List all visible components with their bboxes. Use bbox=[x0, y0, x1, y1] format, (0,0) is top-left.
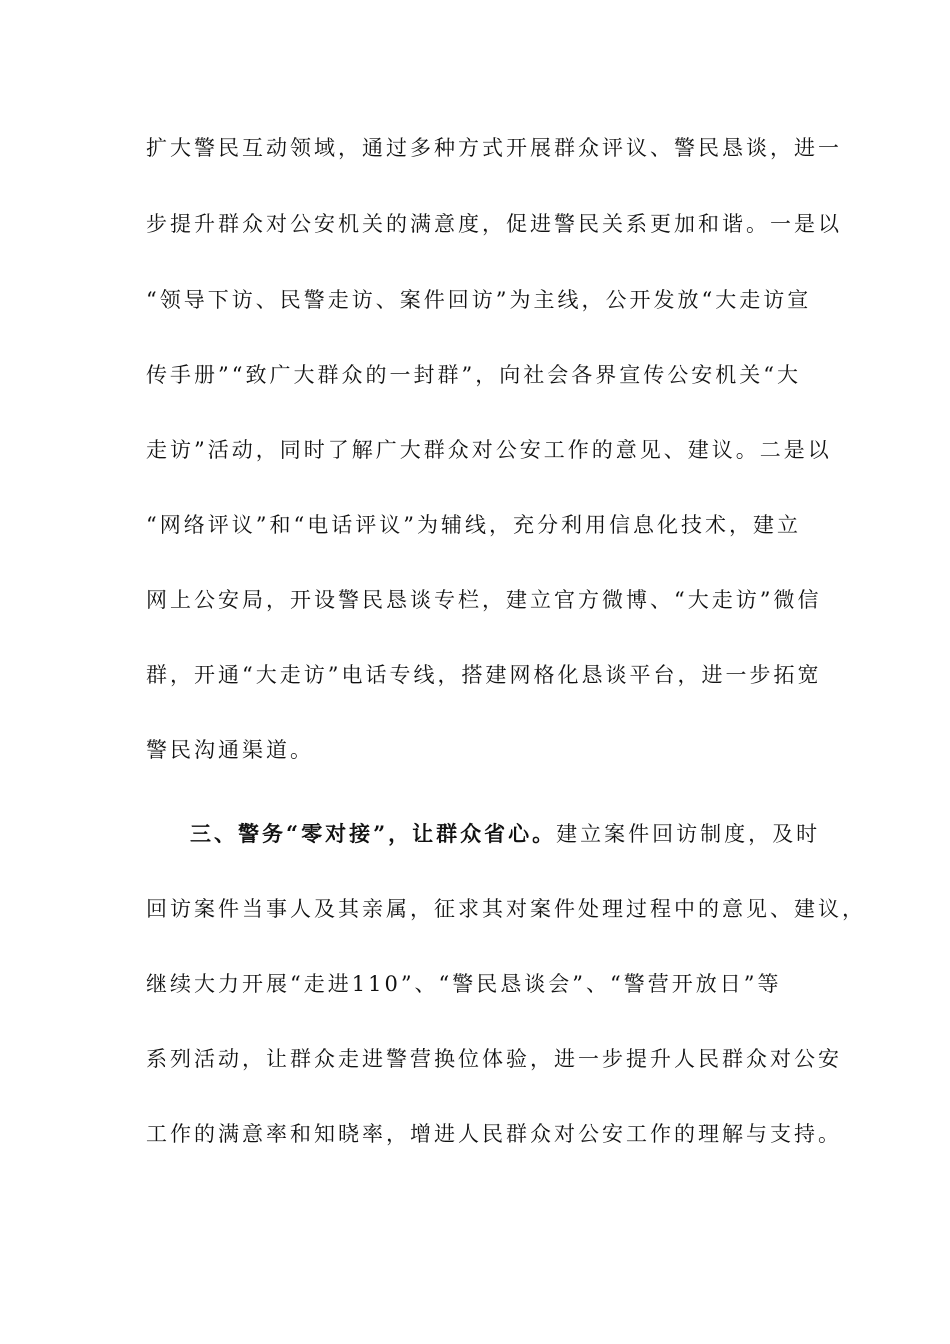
section-heading: 三、警务“零对接”，让群众省心。 bbox=[190, 821, 557, 846]
paragraph-1-line-6: “网络评议”和“电话评议”为辅线，充分利用信息化技术，建立 bbox=[146, 513, 801, 537]
paragraph-1-line-4: 传手册”“致广大群众的一封群”，向社会各界宣传公安机关“大 bbox=[146, 363, 801, 387]
paragraph-1-line-9: 警民沟通渠道。 bbox=[146, 738, 314, 762]
paragraph-2-line-1 bbox=[190, 814, 850, 854]
paragraph-1-line-8: 群，开通“大走访”电话专线，搭建网格化恳谈平台，进一步拓宽 bbox=[146, 663, 822, 687]
paragraph-2-line-1-text: 建立案件回访制度，及时 bbox=[556, 822, 821, 846]
paragraph-2-line-5: 工作的满意率和知晓率，增进人民群众对公安工作的理解与支持。 bbox=[146, 1122, 842, 1146]
paragraph-1-line-1: 扩大警民互动领域，通过多种方式开展群众评议、警民恳谈，进一 bbox=[146, 136, 842, 160]
paragraph-2-line-2: 回访案件当事人及其亲属，征求其对案件处理过程中的意见、建议， bbox=[146, 897, 866, 921]
paragraph-2-line-3: 继续大力开展“走进110”、“警民恳谈会”、“警营开放日”等 bbox=[146, 972, 782, 996]
paragraph-1-line-3: “领导下访、民警走访、案件回访”为主线，公开发放“大走访宣 bbox=[146, 288, 812, 312]
paragraph-1-line-7: 网上公安局，开设警民恳谈专栏，建立官方微博、“大走访”微信 bbox=[146, 588, 822, 612]
paragraph-1-line-5: 走访”活动，同时了解广大群众对公安工作的意见、建议。二是以 bbox=[146, 438, 832, 462]
paragraph-1-line-2: 步提升群众对公安机关的满意度，促进警民关系更加和谐。一是以 bbox=[146, 212, 842, 236]
paragraph-2-line-4: 系列活动，让群众走进警营换位体验，进一步提升人民群众对公安 bbox=[146, 1047, 842, 1071]
